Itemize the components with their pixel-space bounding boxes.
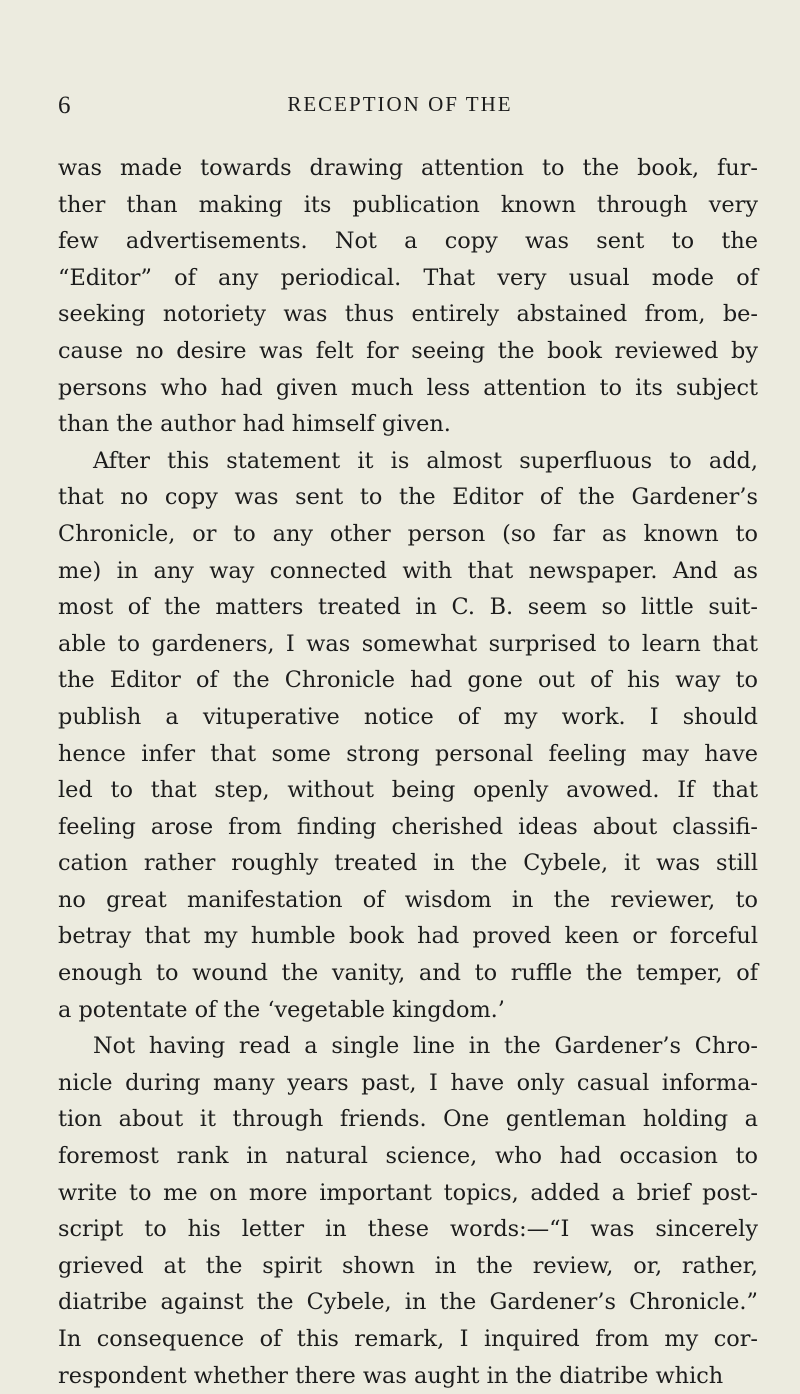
text-line: ther than making its publication known through very — [58, 191, 758, 218]
text-line: betray that my humble book had proved keen or forceful — [58, 923, 758, 950]
text-line: script to his letter in these words:—“I was sincerely — [58, 1216, 758, 1243]
body-text — [58, 150, 758, 1394]
page-header — [0, 92, 800, 132]
text-line: After this statement it is almost superfluous to add, — [93, 447, 758, 474]
page-number: 6 — [58, 92, 72, 119]
text-line: In consequence of this remark, I inquired from my cor- — [58, 1326, 758, 1352]
text-line: “Editor” of any periodical. That very usual mode of — [58, 264, 758, 291]
text-line: than the author had himself given. — [58, 411, 451, 438]
text-line: Chronicle, or to any other person (so far as known to — [58, 520, 758, 547]
text-line: led to that step, without being openly avowed. If that — [58, 777, 758, 804]
text-line: tion about it through friends. One gentleman holding a — [58, 1106, 758, 1133]
text-line: cation rather roughly treated in the Cybele, it was still — [58, 850, 758, 877]
text-line: cause no desire was felt for seeing the book reviewed by — [58, 337, 758, 364]
text-line: write to me on more important topics, added a brief post- — [58, 1179, 758, 1206]
text-line: hence infer that some strong personal feeling may have — [58, 740, 758, 767]
text-line: able to gardeners, I was somewhat surprised to learn that — [58, 630, 758, 657]
text-line: me) in any way connected with that newspaper. And as — [58, 557, 758, 584]
text-line: a potentate of the ‘vegetable kingdom.’ — [58, 996, 505, 1023]
text-line: few advertisements. Not a copy was sent to the — [58, 228, 758, 255]
text-line: enough to wound the vanity, and to ruffle the temper, of — [58, 960, 758, 987]
text-line: nicle during many years past, I have only casual informa- — [58, 1069, 758, 1096]
text-line: feeling arose from finding cherished ideas about classifi- — [58, 813, 758, 840]
running-title: RECEPTION OF THE — [287, 92, 513, 116]
text-line: Not having read a single line in the Gardener’s Chro- — [93, 1033, 758, 1060]
text-line: that no copy was sent to the Editor of the Gardener’s — [58, 484, 758, 511]
text-line: was made towards drawing attention to the book, fur- — [58, 155, 758, 181]
text-line: respondent whether there was aught in the diatribe which — [58, 1362, 724, 1389]
text-line: foremost rank in natural science, who had occasion to — [58, 1143, 758, 1170]
text-line: seeking notoriety was thus entirely abstained from, be- — [58, 301, 758, 328]
text-line: the Editor of the Chronicle had gone out of his way to — [58, 667, 758, 694]
text-line: diatribe against the Cybele, in the Gardener’s Chronicle.” — [58, 1289, 758, 1316]
text-line: most of the matters treated in C. B. seem so little suit- — [58, 594, 758, 621]
text-line: no great manifestation of wisdom in the reviewer, to — [58, 886, 758, 913]
text-line: persons who had given much less attention to its subject — [58, 374, 758, 401]
text-line: publish a vituperative notice of my work. I should — [58, 703, 758, 730]
text-line: grieved at the spirit shown in the review, or, rather, — [58, 1252, 758, 1279]
